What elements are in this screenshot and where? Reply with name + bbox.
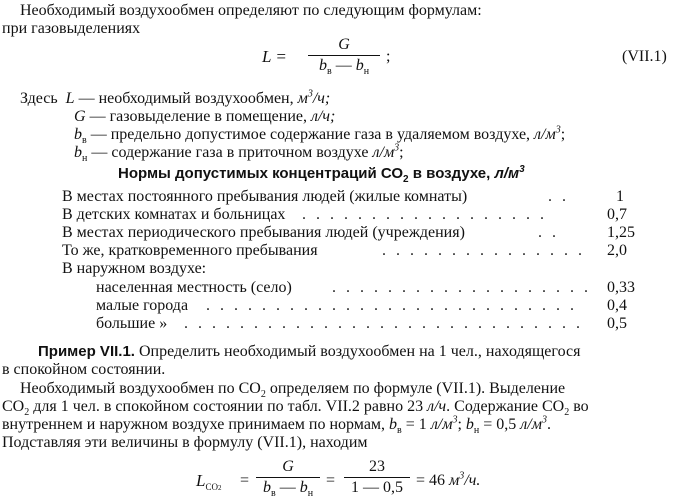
norm-value: 0,4 (607, 297, 627, 314)
norm-leader-dots: . . . . . . . . . . . . . . . . . . . . . . . . . . . (206, 297, 577, 314)
body-line-2: $СО_2$ для 1 чел. в спокойном состоянии по табл. VII.2 равно 23 л/ч. Содержание $СО_2$ во (2, 398, 589, 419)
norm-value: 0,7 (607, 206, 627, 223)
body-line-4: Подставляя эти величины в формулу (VII.1), находим (2, 434, 368, 451)
norm-leader-dots: . . . . . . . . . . . . . . . . . . . (332, 279, 591, 296)
norm-label: большие » (96, 315, 168, 332)
norm-label: В местах постоянного пребывания людей (жилые комнаты) (62, 188, 468, 205)
norm-label: малые города (96, 297, 189, 314)
norm-label: В местах периодического пребывания людей (учреждения) (62, 224, 465, 241)
norm-leader-dots: . . (548, 188, 569, 205)
formula2-eq: = (326, 472, 336, 489)
formula-numerator: G (338, 36, 350, 53)
example-line-2: в спокойном состоянии. (2, 361, 166, 378)
norm-label: В наружном воздухе: (62, 260, 207, 277)
intro-line-2: при газовыделениях (2, 20, 141, 37)
norm-label: То же, кратковременного пребывания (62, 242, 318, 259)
definition-bv: $b_в$ — предельно допустимое содержание газа в удаляемом воздухе, $л/м^3$; (74, 124, 566, 147)
example-title: Пример VII.1. (38, 343, 135, 360)
norm-value: 1,25 (607, 224, 635, 241)
norm-value: 0,5 (607, 315, 627, 332)
body-line-1: Необходимый воздухообмен по $СО_2$ определяем по формуле (VII.1). Выделение (20, 380, 566, 401)
formula-tail: ; (386, 48, 391, 65)
norm-value: 2,0 (607, 242, 627, 259)
example-line-1: Пример VII.1. Определить необходимый воздухообмен на 1 чел., находящегося (38, 343, 581, 360)
formula2-eq: = (240, 472, 250, 489)
formula-fraction (308, 36, 380, 78)
definition-g: G — газовыделение в помещение, л/ч; (74, 108, 336, 125)
norm-leader-dots: . . . . . . . . . . . . . . . . . . (302, 206, 547, 223)
definition-l: Здесь L — необходимый воздухообмен, $м^3/ч$; (20, 88, 331, 107)
formula2-result: = 46 $м^3/ч$. (416, 470, 481, 489)
intro-line-1: Необходимый воздухообмен определяют по следующим формулам: (20, 2, 482, 19)
formula-number: (VII.1) (622, 48, 667, 65)
formula-denominator: $b_в$ — $b_н$ (318, 57, 370, 78)
formula-lhs: L = (262, 47, 287, 66)
here-label: Здесь (20, 90, 58, 107)
fraction-bar (308, 55, 380, 56)
formula2-fraction-1: G $b_в$ — $b_н$ (256, 458, 320, 497)
formula2-fraction-2: 23 1 — 0,5 (344, 458, 410, 497)
norm-label: В детских комнатах и больницах (62, 206, 286, 223)
definition-bn: $b_н$ — содержание газа в приточном воздухе $л/м^3$; (74, 142, 404, 165)
formula2-lhs: $L_{CO2}$ (196, 471, 222, 493)
norm-value: 1 (616, 188, 624, 205)
norm-value: 0,33 (607, 279, 635, 296)
norm-leader-dots: . . (538, 224, 559, 241)
body-line-3: внутреннем и наружном воздухе принимаем по нормам, $b_в = 1$ $л/м^3$; $b_н = 0,5$ $л/м^3$. (2, 414, 551, 437)
norm-label: населенная местность (село) (96, 279, 292, 296)
norm-leader-dots: . . . . . . . . . . . . . . . . . . . . . . . . . . . . . (184, 315, 583, 332)
norms-title: Нормы допустимых концентраций $СО_2$ в воздухе, $л/м^3$ (118, 164, 525, 185)
norm-leader-dots: . . . . . . . . . . . . . . . (382, 242, 585, 259)
